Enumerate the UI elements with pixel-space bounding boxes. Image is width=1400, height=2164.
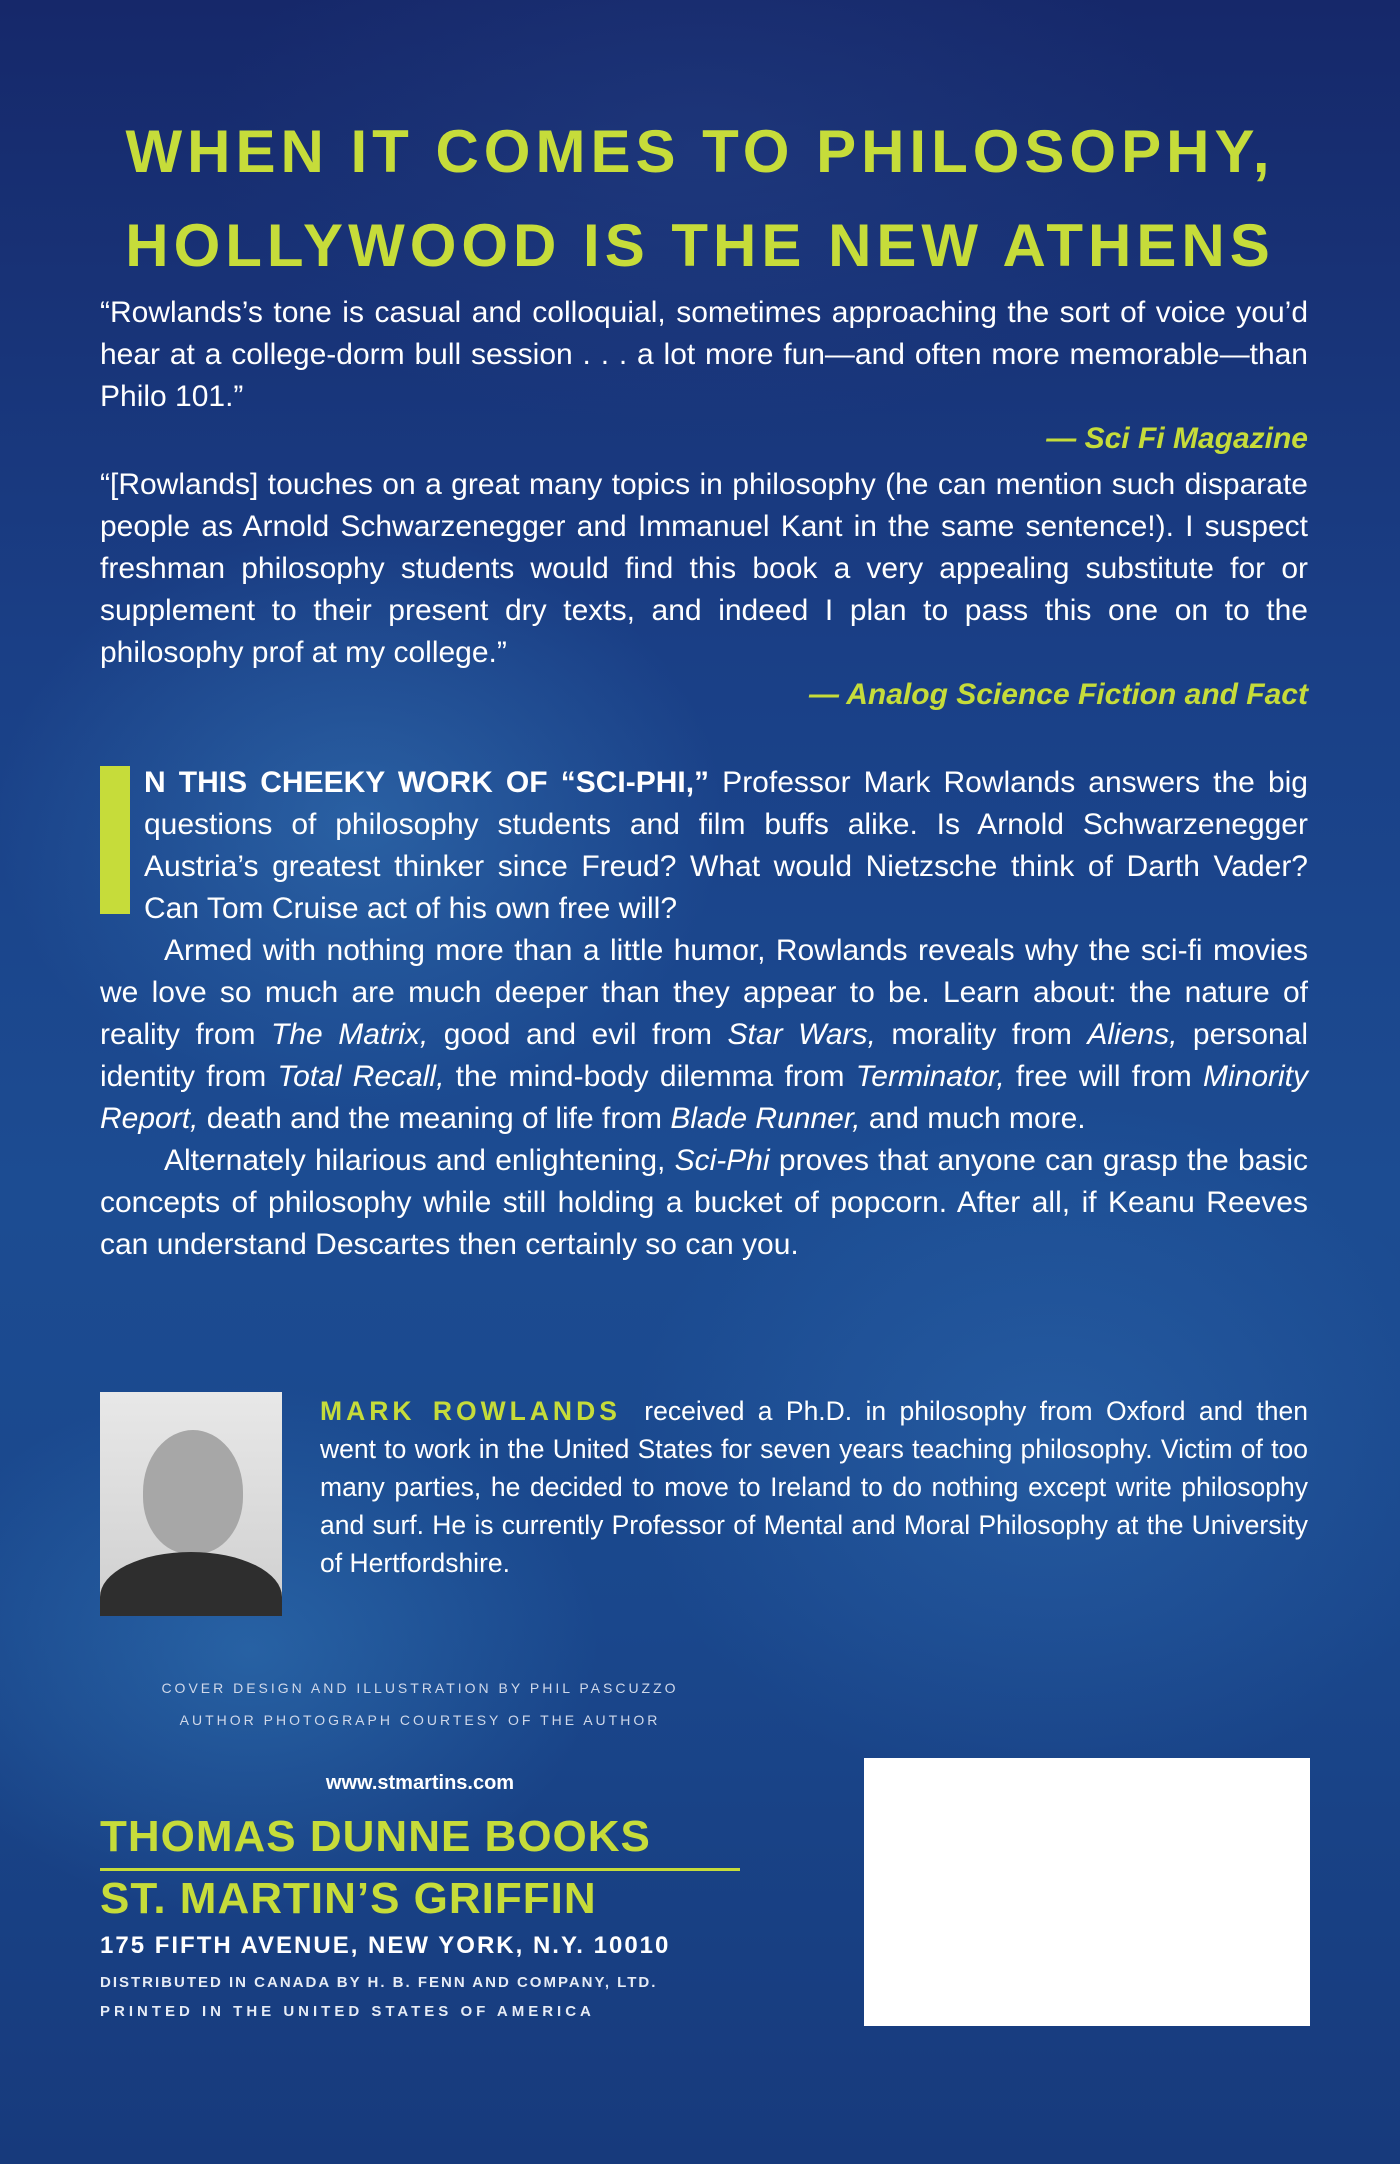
film-title: Terminator, xyxy=(855,1060,1005,1093)
author-photo-head xyxy=(143,1430,243,1554)
printed-notice: PRINTED IN THE UNITED STATES OF AMERICA xyxy=(100,2003,595,2020)
description-text: the mind-body dilemma from xyxy=(444,1060,856,1093)
description-text: Professor Mark Rowlands answers the big questions of philosophy students and film buffs alike. Is Arnold Schwarzenegger Austria’s greatest thinker since Freud? What would Nietzsche think of Darth Vader? Can Tom Cruise act of his own free will? xyxy=(144,766,1308,925)
distribution-notice: DISTRIBUTED IN CANADA BY H. B. FENN AND COMPANY, LTD. xyxy=(100,1974,658,1991)
film-title: Blade Runner, xyxy=(670,1102,861,1135)
review-attribution: — Analog Science Fiction and Fact xyxy=(809,678,1308,711)
cover-design-credit: COVER DESIGN AND ILLUSTRATION BY PHIL PASCUZZO xyxy=(161,1680,679,1696)
book-title: Sci-Phi xyxy=(674,1144,770,1177)
film-title: Aliens, xyxy=(1087,1018,1178,1051)
author-photo xyxy=(100,1392,282,1616)
barcode-area xyxy=(864,1758,1310,2026)
description-text: good and evil from xyxy=(428,1018,728,1051)
headline-line-1: WHEN IT COMES TO PHILOSOPHY, xyxy=(125,118,1275,185)
author-bio xyxy=(320,1392,1308,1582)
author-photo-shoulders xyxy=(100,1552,282,1616)
headline xyxy=(0,105,1400,293)
description-text: personal identity from xyxy=(100,1018,1308,1093)
review-quote-2 xyxy=(100,464,1308,716)
publisher-imprint-1: THOMAS DUNNE BOOKS xyxy=(100,1812,651,1861)
publisher-divider xyxy=(100,1868,740,1871)
description-text: proves that anyone can grasp the basic concepts of philosophy while still holding a bucket of popcorn. After all, if Keanu Reeves can understand Descartes then certainly so can you. xyxy=(100,1144,1308,1261)
review-quote-text: “[Rowlands] touches on a great many topics in philosophy (he can mention such disparate people as Arnold Schwarzenegger and Immanuel Kant in the same sentence!). I suspect freshman philosophy students would find this book a very appealing substitute for or supplement to their present dry texts, and indeed I plan to pass this one on to the philosophy prof at my college.” xyxy=(100,468,1308,669)
description-text: and much more. xyxy=(860,1102,1086,1135)
film-title: Minority Report, xyxy=(100,1060,1308,1135)
description-text: free will from xyxy=(1004,1060,1203,1093)
author-bio-text: received a Ph.D. in philosophy from Oxford and then went to work in the United States for seven years teaching philosophy. Victim of too many parties, he decided to move to Ireland to do nothing except write philosophy and surf. He is currently Professor of Mental and Moral Philosophy at the University of Hertfordshire. xyxy=(320,1396,1308,1578)
headline-line-2: HOLLYWOOD IS THE NEW ATHENS xyxy=(125,212,1275,279)
description-text: death and the meaning of life from xyxy=(198,1102,671,1135)
film-title: The Matrix, xyxy=(271,1018,429,1051)
description-lead-in: N THIS CHEEKY WORK OF “SCI-PHI,” xyxy=(144,766,710,799)
description-paragraph-2 xyxy=(100,930,1308,1140)
description xyxy=(100,762,1308,1266)
review-attribution: — Sci Fi Magazine xyxy=(1046,422,1308,455)
film-title: Star Wars, xyxy=(727,1018,876,1051)
publisher-imprint-2: ST. MARTIN’S GRIFFIN xyxy=(100,1874,597,1923)
description-text: morality from xyxy=(875,1018,1088,1051)
description-text: Alternately hilarious and enlightening, xyxy=(164,1144,675,1177)
drop-cap-bar xyxy=(100,766,130,914)
publisher-url: www.stmartins.com xyxy=(325,1772,515,1794)
author-name: MARK ROWLANDS xyxy=(320,1396,621,1426)
publisher-address: 175 FIFTH AVENUE, NEW YORK, N.Y. 10010 xyxy=(100,1932,671,1959)
description-paragraph-1 xyxy=(100,762,1308,930)
description-paragraph-3 xyxy=(100,1140,1308,1266)
description-text: Armed with nothing more than a little humor, Rowlands reveals why the sci-fi movies we love so much are much deeper than they appear to be. Learn about: the nature of reality from xyxy=(100,934,1308,1051)
author-photo-credit: AUTHOR PHOTOGRAPH COURTESY OF THE AUTHOR xyxy=(179,1712,661,1728)
review-quote-1 xyxy=(100,292,1308,460)
review-quote-text: “Rowlands’s tone is casual and colloquial, sometimes approaching the sort of voice you’d hear at a college-dorm bull session . . . a lot more fun—and often more memorable—than Philo 101.” xyxy=(100,296,1308,413)
film-title: Total Recall, xyxy=(277,1060,445,1093)
author-bio-section xyxy=(100,1392,1308,1622)
